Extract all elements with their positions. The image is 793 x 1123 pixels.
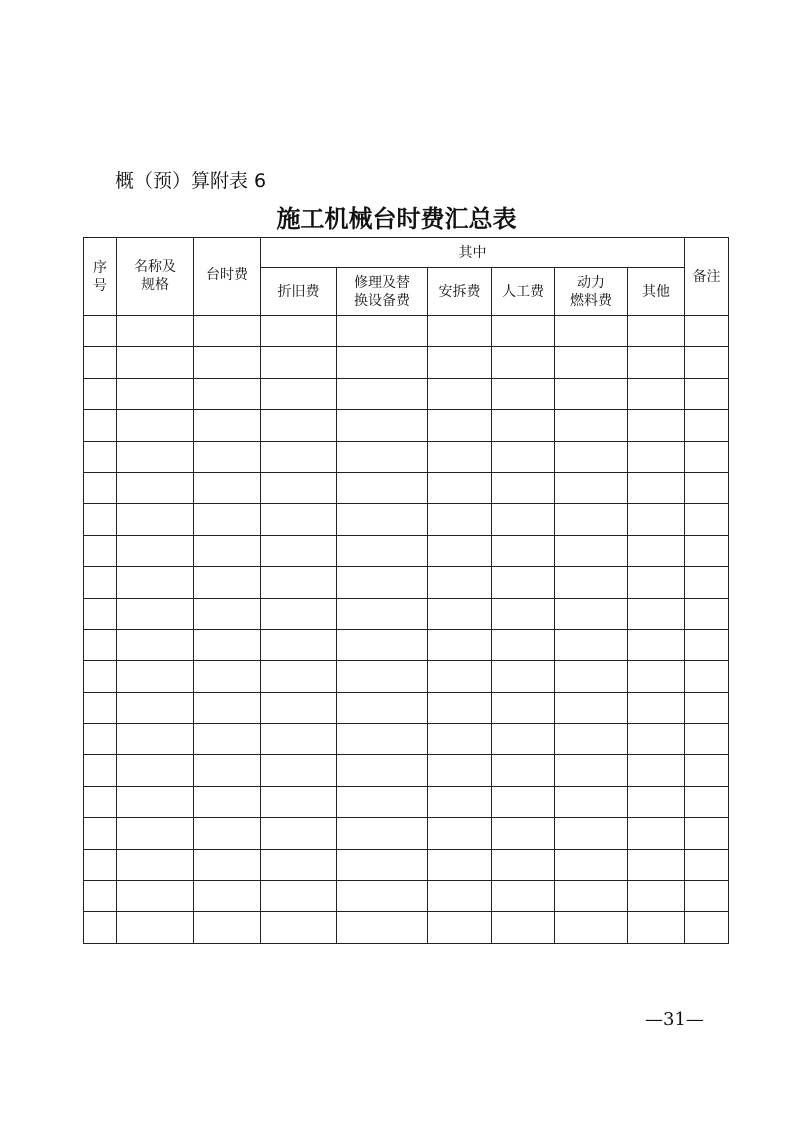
- table-cell: [492, 724, 555, 755]
- table-cell: [194, 786, 261, 817]
- table-row: [84, 410, 729, 441]
- column-header-repair-replacement-label: 修理及替 换设备费: [354, 274, 410, 309]
- table-cell: [261, 912, 337, 943]
- table-cell: [628, 472, 685, 503]
- table-cell: [685, 786, 729, 817]
- table-row: [84, 661, 729, 692]
- table-cell: [555, 912, 628, 943]
- table-cell: [555, 692, 628, 723]
- table-cell: [337, 692, 428, 723]
- table-cell: [628, 724, 685, 755]
- table-cell: [337, 661, 428, 692]
- table-cell: [261, 849, 337, 880]
- column-header-seq-label: 序 号: [93, 259, 107, 294]
- table-cell: [117, 347, 194, 378]
- table-row: [84, 441, 729, 472]
- table-cell: [84, 786, 117, 817]
- table-cell: [685, 818, 729, 849]
- table-cell: [84, 316, 117, 347]
- table-cell: [685, 410, 729, 441]
- table-cell: [117, 724, 194, 755]
- table-cell: [555, 472, 628, 503]
- table-cell: [428, 347, 492, 378]
- table-cell: [628, 410, 685, 441]
- table-cell: [628, 504, 685, 535]
- table-cell: [628, 535, 685, 566]
- table-cell: [428, 661, 492, 692]
- table-cell: [685, 661, 729, 692]
- table-cell: [194, 316, 261, 347]
- table-cell: [337, 755, 428, 786]
- table-cell: [685, 755, 729, 786]
- table-cell: [628, 441, 685, 472]
- table-cell: [628, 912, 685, 943]
- table-cell: [337, 912, 428, 943]
- table-cell: [261, 378, 337, 409]
- column-header-other-label: 其他: [642, 283, 671, 300]
- table-cell: [628, 692, 685, 723]
- table-cell: [428, 912, 492, 943]
- table-cell: [84, 567, 117, 598]
- table-row: [84, 786, 729, 817]
- table-cell: [84, 661, 117, 692]
- table-cell: [194, 598, 261, 629]
- table-cell: [685, 629, 729, 660]
- table-cell: [84, 849, 117, 880]
- table-cell: [428, 598, 492, 629]
- table-cell: [492, 849, 555, 880]
- table-cell: [261, 472, 337, 503]
- table-cell: [194, 881, 261, 912]
- table-cell: [555, 755, 628, 786]
- table-cell: [261, 535, 337, 566]
- table-cell: [194, 661, 261, 692]
- column-header-labor: [492, 268, 555, 316]
- table-cell: [685, 504, 729, 535]
- table-cell: [555, 598, 628, 629]
- table-cell: [685, 347, 729, 378]
- table-cell: [428, 881, 492, 912]
- table-cell: [84, 410, 117, 441]
- table-cell: [337, 724, 428, 755]
- page-number: —31—: [645, 1009, 704, 1030]
- table-cell: [492, 567, 555, 598]
- table-cell: [492, 755, 555, 786]
- column-group-header-breakdown-label: 其中: [458, 244, 487, 261]
- table-cell: [261, 881, 337, 912]
- table-cell: [84, 441, 117, 472]
- table-cell: [261, 661, 337, 692]
- table-cell: [555, 410, 628, 441]
- table-cell: [117, 316, 194, 347]
- table-cell: [628, 567, 685, 598]
- table-cell: [261, 567, 337, 598]
- table-row: [84, 849, 729, 880]
- table-cell: [428, 849, 492, 880]
- table-cell: [261, 786, 337, 817]
- page-title: 施工机械台时费汇总表: [276, 204, 517, 233]
- table-cell: [337, 472, 428, 503]
- table-cell: [428, 818, 492, 849]
- table-cell: [194, 724, 261, 755]
- table-cell: [261, 504, 337, 535]
- table-cell: [428, 786, 492, 817]
- table-cell: [555, 347, 628, 378]
- table-cell: [428, 472, 492, 503]
- table-cell: [117, 661, 194, 692]
- table-cell: [84, 629, 117, 660]
- table-cell: [337, 378, 428, 409]
- table-cell: [84, 692, 117, 723]
- table-cell: [261, 441, 337, 472]
- table-cell: [261, 724, 337, 755]
- table-cell: [555, 504, 628, 535]
- table-cell: [84, 347, 117, 378]
- table-cell: [685, 881, 729, 912]
- table-cell: [492, 410, 555, 441]
- table-cell: [261, 692, 337, 723]
- column-header-install-dismantle: [428, 268, 492, 316]
- table-cell: [261, 755, 337, 786]
- table-row: [84, 567, 729, 598]
- table-cell: [628, 629, 685, 660]
- table-cell: [555, 629, 628, 660]
- table-cell: [261, 410, 337, 441]
- appendix-label: 概（预）算附表 6: [115, 170, 267, 192]
- column-header-power-fuel-label: 动力 燃料费: [570, 274, 612, 309]
- table-cell: [117, 410, 194, 441]
- column-header-install-dismantle-label: 安拆费: [438, 283, 481, 300]
- table-row: [84, 504, 729, 535]
- table-cell: [84, 535, 117, 566]
- table-cell: [685, 849, 729, 880]
- table-cell: [194, 472, 261, 503]
- column-group-header-breakdown: [261, 238, 685, 268]
- column-header-remarks: [685, 238, 729, 316]
- table-cell: [628, 598, 685, 629]
- table-cell: [84, 755, 117, 786]
- table-cell: [117, 535, 194, 566]
- table-cell: [337, 535, 428, 566]
- table-cell: [117, 755, 194, 786]
- table-cell: [194, 818, 261, 849]
- table-cell: [555, 818, 628, 849]
- table-cell: [428, 504, 492, 535]
- table-cell: [628, 881, 685, 912]
- table-cell: [555, 849, 628, 880]
- column-header-hourly-cost-label: 台时费: [206, 267, 248, 283]
- table-cell: [194, 441, 261, 472]
- table-cell: [194, 755, 261, 786]
- table-cell: [628, 316, 685, 347]
- table-cell: [555, 881, 628, 912]
- machine-hourly-cost-summary-table: [83, 237, 729, 944]
- table-cell: [337, 818, 428, 849]
- table-cell: [194, 504, 261, 535]
- table-cell: [428, 629, 492, 660]
- table-cell: [555, 441, 628, 472]
- table-cell: [428, 316, 492, 347]
- table-cell: [492, 818, 555, 849]
- table-cell: [261, 598, 337, 629]
- table-cell: [261, 316, 337, 347]
- table-cell: [428, 755, 492, 786]
- column-header-other: [628, 268, 685, 316]
- table-row: [84, 629, 729, 660]
- table-cell: [492, 881, 555, 912]
- table-row: [84, 598, 729, 629]
- table-cell: [492, 316, 555, 347]
- table-cell: [84, 912, 117, 943]
- table-cell: [685, 316, 729, 347]
- table-cell: [628, 755, 685, 786]
- table-cell: [685, 441, 729, 472]
- table-cell: [84, 818, 117, 849]
- table-cell: [84, 724, 117, 755]
- table-cell: [194, 849, 261, 880]
- table-cell: [492, 786, 555, 817]
- table-cell: [628, 786, 685, 817]
- table-cell: [555, 378, 628, 409]
- column-header-hourly-cost: [194, 238, 261, 316]
- table-cell: [492, 629, 555, 660]
- table-cell: [337, 504, 428, 535]
- table-cell: [428, 441, 492, 472]
- table-header-row-top: [84, 238, 729, 268]
- table-row: [84, 755, 729, 786]
- table-row: [84, 316, 729, 347]
- table-cell: [685, 567, 729, 598]
- table-cell: [337, 567, 428, 598]
- table-row: [84, 881, 729, 912]
- table-cell: [194, 410, 261, 441]
- table-cell: [628, 849, 685, 880]
- table-cell: [685, 472, 729, 503]
- table-cell: [685, 598, 729, 629]
- table-cell: [337, 347, 428, 378]
- column-header-seq: [84, 238, 117, 316]
- table-cell: [261, 629, 337, 660]
- table-cell: [628, 347, 685, 378]
- table-cell: [117, 598, 194, 629]
- table-cell: [194, 629, 261, 660]
- table-cell: [492, 378, 555, 409]
- table-cell: [492, 472, 555, 503]
- table-row: [84, 535, 729, 566]
- table-cell: [117, 881, 194, 912]
- table-cell: [685, 912, 729, 943]
- column-header-labor-label: 人工费: [502, 283, 544, 300]
- table-cell: [117, 378, 194, 409]
- table-cell: [84, 598, 117, 629]
- table-cell: [117, 504, 194, 535]
- table-cell: [428, 724, 492, 755]
- table-cell: [428, 410, 492, 441]
- table-body: [84, 316, 729, 944]
- column-header-depreciation-label: 折旧费: [277, 283, 320, 300]
- table-cell: [194, 692, 261, 723]
- table-cell: [117, 912, 194, 943]
- table-cell: [555, 724, 628, 755]
- column-header-repair-replacement: [337, 268, 428, 316]
- table-cell: [428, 567, 492, 598]
- table-cell: [84, 504, 117, 535]
- table-cell: [117, 567, 194, 598]
- table-cell: [117, 849, 194, 880]
- table-cell: [428, 535, 492, 566]
- table-cell: [492, 441, 555, 472]
- table-cell: [492, 661, 555, 692]
- table-cell: [555, 535, 628, 566]
- table-cell: [337, 598, 428, 629]
- table-cell: [117, 441, 194, 472]
- table-row: [84, 472, 729, 503]
- table-cell: [84, 378, 117, 409]
- table-cell: [337, 441, 428, 472]
- table-cell: [492, 598, 555, 629]
- table-cell: [428, 378, 492, 409]
- table-cell: [628, 378, 685, 409]
- table-cell: [492, 692, 555, 723]
- table-cell: [492, 912, 555, 943]
- table-row: [84, 378, 729, 409]
- table-cell: [117, 629, 194, 660]
- table-cell: [194, 567, 261, 598]
- table-cell: [337, 316, 428, 347]
- table-cell: [117, 692, 194, 723]
- table-row: [84, 724, 729, 755]
- summary-table-container: [83, 237, 728, 944]
- table-cell: [555, 786, 628, 817]
- table-cell: [492, 535, 555, 566]
- table-cell: [337, 786, 428, 817]
- table-cell: [555, 567, 628, 598]
- table-cell: [337, 629, 428, 660]
- table-cell: [555, 661, 628, 692]
- table-cell: [685, 378, 729, 409]
- table-cell: [117, 472, 194, 503]
- table-cell: [84, 472, 117, 503]
- column-header-name-spec: [117, 238, 194, 316]
- table-cell: [428, 692, 492, 723]
- table-cell: [628, 661, 685, 692]
- table-cell: [194, 535, 261, 566]
- table-cell: [492, 347, 555, 378]
- column-header-depreciation: [261, 268, 337, 316]
- table-row: [84, 347, 729, 378]
- table-row: [84, 818, 729, 849]
- table-cell: [555, 316, 628, 347]
- table-cell: [261, 347, 337, 378]
- table-cell: [194, 912, 261, 943]
- table-cell: [84, 881, 117, 912]
- column-header-name-spec-label: 名称及 规格: [134, 259, 176, 293]
- column-header-remarks-label: 备注: [692, 268, 721, 285]
- table-cell: [628, 818, 685, 849]
- table-cell: [117, 818, 194, 849]
- table-cell: [337, 410, 428, 441]
- table-cell: [685, 535, 729, 566]
- table-cell: [685, 724, 729, 755]
- table-cell: [337, 849, 428, 880]
- table-cell: [194, 378, 261, 409]
- column-header-power-fuel: [555, 268, 628, 316]
- table-cell: [261, 818, 337, 849]
- table-cell: [685, 692, 729, 723]
- table-cell: [492, 504, 555, 535]
- table-row: [84, 692, 729, 723]
- table-cell: [117, 786, 194, 817]
- table-cell: [194, 347, 261, 378]
- table-cell: [337, 881, 428, 912]
- table-row: [84, 912, 729, 943]
